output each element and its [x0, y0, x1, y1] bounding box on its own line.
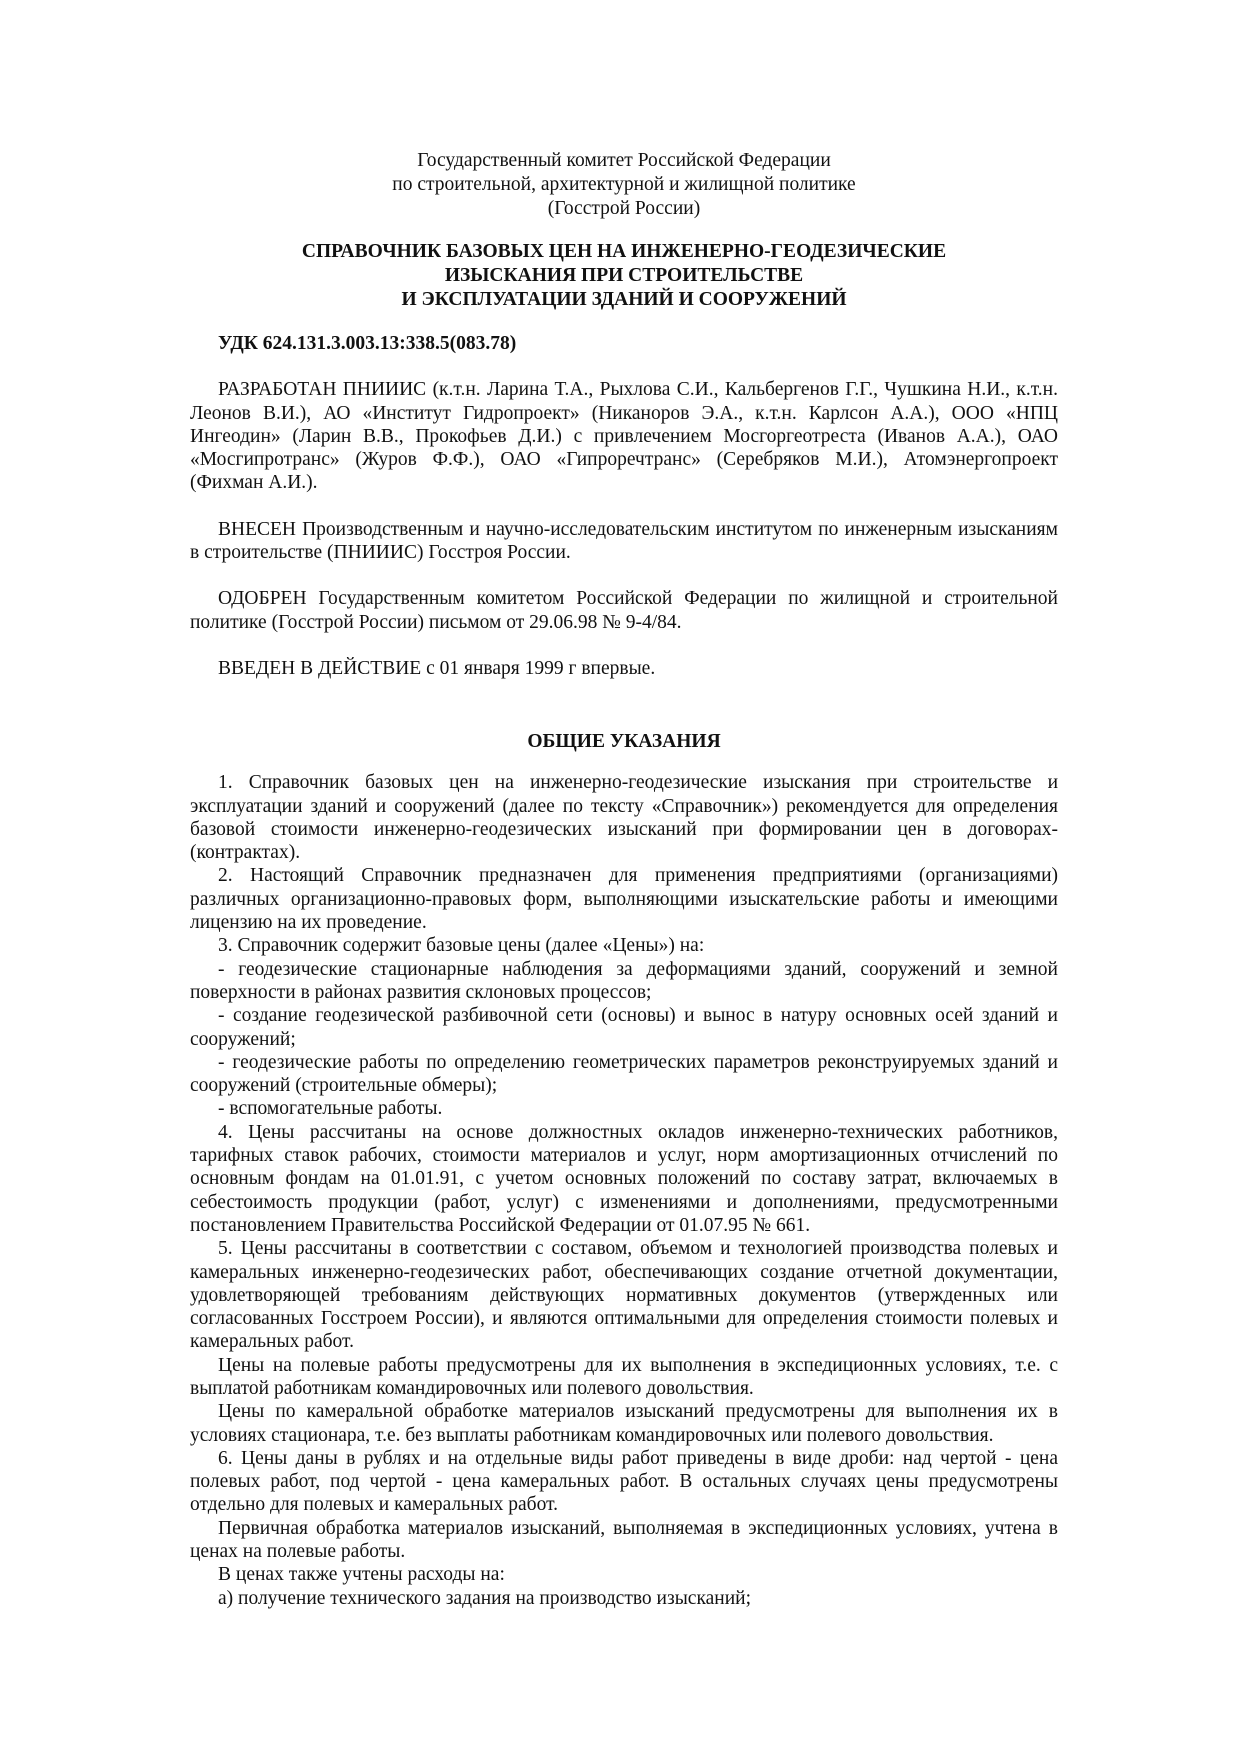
- agency-line: по строительной, архитектурной и жилищной политике: [392, 174, 856, 195]
- paragraph: 5. Цены рассчитаны в соответствии с составом, объемом и технологией производства полевых и камеральных инженерно-геодезических работ, обеспечивающих создание отчетной документации, удовлетворяющей требованиям действующих нормативных документов (утвержденных или согласованных Госстроем России), и являются оптимальными для определения стоимости полевых и камеральных работ.: [190, 1238, 1058, 1353]
- paragraph: Первичная обработка материалов изысканий, выполняемая в экспедиционных условиях, учтена в ценах на полевые работы.: [190, 1517, 1058, 1563]
- paragraph: 1. Справочник базовых цен на инженерно-геодезические изыскания при строительстве и эксплуатации зданий и сооружений (далее по тексту «Справочник») рекомендуется для определения базовой стоимости инженерно-геодезических изысканий при формировании цен в договорах-(контрактах).: [190, 772, 1058, 864]
- agency-line: (Госстрой России): [547, 198, 701, 219]
- title-line: ИЗЫСКАНИЯ ПРИ СТРОИТЕЛЬСТВЕ: [444, 265, 804, 286]
- effective-date-paragraph: ВВЕДЕН В ДЕЙСТВИЕ с 01 января 1999 г впервые.: [218, 657, 656, 679]
- agency-line: Государственный комитет Российской Федерации: [417, 150, 831, 171]
- paragraph: Цены на полевые работы предусмотрены для их выполнения в экспедиционных условиях, т.е. с выплатой работникам командировочных или полевого довольствия.: [190, 1354, 1058, 1399]
- udk-code: УДК 624.131.3.003.13:338.5(083.78): [218, 333, 517, 354]
- list-item: - геодезические работы по определению геометрических параметров реконструируемых зданий и сооружений (строительные обмеры);: [190, 1051, 1058, 1097]
- agency-header: [190, 149, 1058, 221]
- list-item: - вспомогательные работы.: [218, 1098, 443, 1120]
- list-item: - геодезические стационарные наблюдения за деформациями зданий, сооружений и земной поверхности в районах развития склоновых процессов;: [190, 958, 1058, 1003]
- paragraph: 3. Справочник содержит базовые цены (далее «Цены») на:: [218, 935, 705, 957]
- paragraph: Цены по камеральной обработке материалов изысканий предусмотрены для выполнения их в условиях стационара, т.е. без выплаты работникам командировочных или полевого довольствия.: [190, 1401, 1058, 1446]
- list-item: а) получение технического задания на производство изысканий;: [218, 1587, 752, 1609]
- title-line: СПРАВОЧНИК БАЗОВЫХ ЦЕН НА ИНЖЕНЕРНО-ГЕОДЕЗИЧЕСКИЕ: [301, 241, 947, 262]
- list-item: - создание геодезической разбивочной сети (основы) и вынос в натуру основных осей зданий и сооружений;: [190, 1005, 1058, 1050]
- paragraph: 4. Цены рассчитаны на основе должностных окладов инженерно-технических работников, тарифных ставок рабочих, стоимости материалов и услуг, норм амортизационных отчислений по основным фондам на 01.01.91, с учетом основных положений по составу затрат, включаемых в себестоимость продукции (работ, услуг) с изменениями и дополнениями, предусмотренными постановлением Правительства Российской Федерации от 01.07.95 № 661.: [190, 1121, 1058, 1236]
- document-title: [190, 240, 1058, 312]
- title-line: И ЭКСПЛУАТАЦИИ ЗДАНИЙ И СООРУЖЕНИЙ: [401, 289, 847, 310]
- paragraph: 2. Настоящий Справочник предназначен для применения предприятиями (организациями) различных организационно-правовых форм, выполняющими изыскательские работы и имеющими лицензию на их проведение.: [190, 865, 1058, 934]
- general-instructions: [190, 771, 1058, 1610]
- paragraph: В ценах также учтены расходы на:: [218, 1564, 505, 1586]
- section-heading: ОБЩИЕ УКАЗАНИЯ: [527, 731, 721, 753]
- introduced-by-paragraph: ВНЕСЕН Производственным и научно-исследовательским институтом по инженерным изысканиям в строительстве (ПНИИИС) Госстроя России.: [190, 518, 1058, 564]
- approved-paragraph: ОДОБРЕН Государственным комитетом Российской Федерации по жилищной и строительной политике (Госстрой России) письмом от 29.06.98 № 9-4/84.: [190, 588, 1058, 633]
- developed-by-paragraph: РАЗРАБОТАН ПНИИИС (к.т.н. Ларина Т.А., Рыхлова С.И., Кальбергенов Г.Г., Чушкина Н.И., к.т.н. Леонов В.И.), АО «Институт Гидропроект» (Никаноров Э.А., к.т.н. Карлсон А.А.), ООО «НПЦ Ингеодин» (Ларин В.В., Прокофьев Д.И.) с привлечением Мосгоргеотреста (Иванов А.А.), ОАО «Мосгипротранс» (Журов Ф.Ф.), ОАО «Гипроречтранс» (Серебряков М.И.), Атомэнергопроект (Фихман А.И.).: [190, 379, 1058, 494]
- paragraph: 6. Цены даны в рублях и на отдельные виды работ приведены в виде дроби: над чертой - цена полевых работ, под чертой - цена камеральных работ. В остальных случаях цены предусмотрены отдельно для полевых и камеральных работ.: [190, 1447, 1058, 1516]
